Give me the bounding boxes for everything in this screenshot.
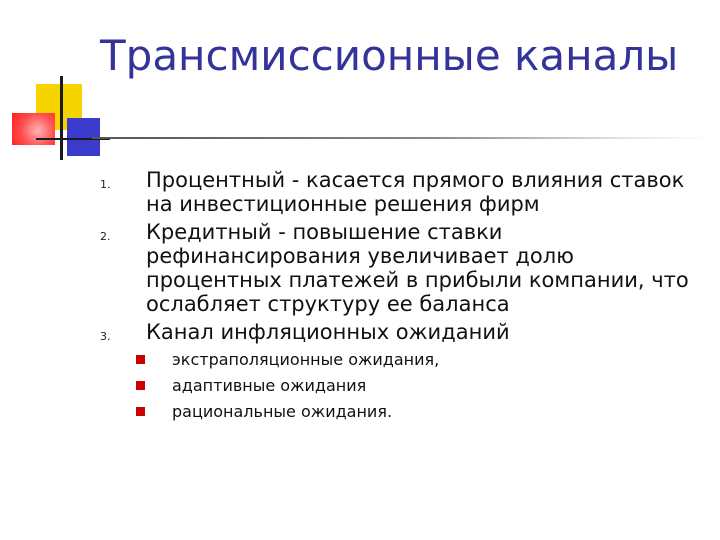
- list-item-2: [100, 220, 710, 316]
- slide-title: Трансмиссионные каналы: [100, 31, 679, 80]
- list-item-1: [100, 168, 710, 216]
- list-item-text: Канал инфляционных ожиданий: [146, 320, 510, 344]
- sublist-item-3: [100, 402, 710, 422]
- sublist-item-2: [100, 376, 710, 396]
- square-bullet-icon: [136, 407, 145, 416]
- square-bullet-icon: [136, 381, 145, 390]
- list-number: 2.: [100, 230, 111, 243]
- list-item-text: Процентный - касается прямого влияния ставок на инвестиционные решения фирм: [146, 168, 685, 216]
- list-item-text: Кредитный - повышение ставки рефинансирования увеличивает долю процентных платежей в прибыли компании, что ослабляет структуру ее баланса: [146, 220, 689, 316]
- square-bullet-icon: [136, 355, 145, 364]
- title-divider: [92, 137, 710, 139]
- decor-red-square: [12, 113, 55, 145]
- slide-content: [100, 168, 710, 422]
- list-number: 1.: [100, 178, 111, 191]
- list-number: 3.: [100, 330, 111, 343]
- sublist-item-text: экстраполяционные ожидания,: [172, 350, 440, 369]
- sublist-item-text: рациональные ожидания.: [172, 402, 393, 421]
- sublist-item-1: [100, 350, 710, 370]
- decor-vertical-line: [60, 76, 63, 160]
- list-item-3: [100, 320, 710, 344]
- sublist-item-text: адаптивные ожидания: [172, 376, 367, 395]
